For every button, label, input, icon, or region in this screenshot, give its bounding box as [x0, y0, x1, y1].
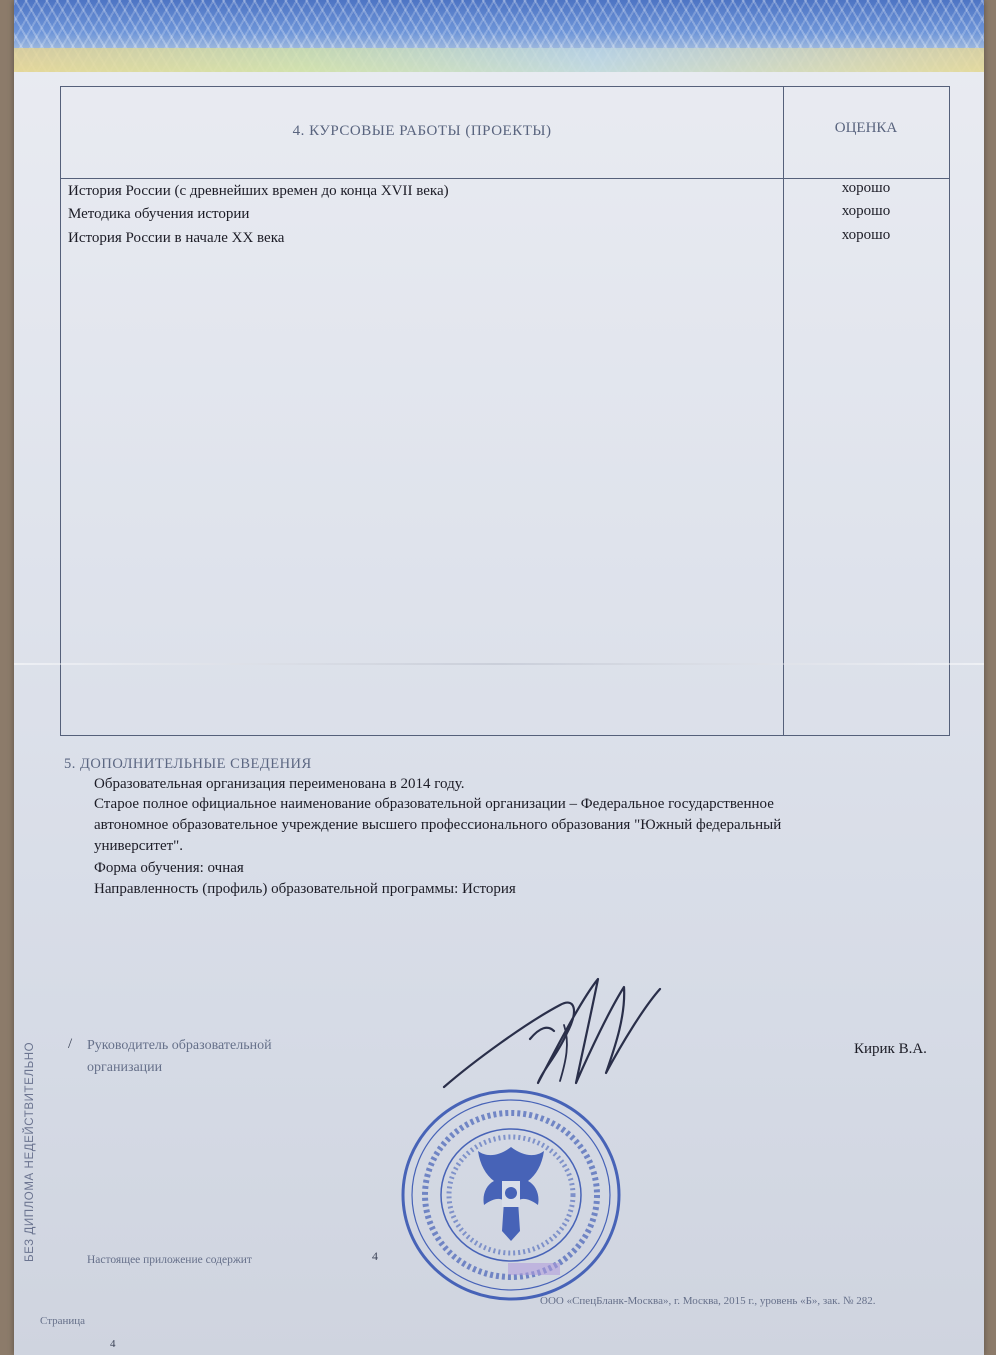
coursework-subject: Методика обучения истории	[68, 206, 250, 222]
table-header-divider	[61, 178, 949, 179]
table-row	[61, 227, 949, 253]
diploma-supplement-page	[14, 0, 984, 1355]
slash-mark: /	[68, 1036, 73, 1052]
decorative-banner-strip	[14, 48, 984, 72]
additional-info-line: автономное образовательное учреждение высшего профессионального образования "Южный федеральный	[94, 817, 782, 833]
head-label-line: организации	[87, 1060, 163, 1075]
additional-info-line: университет".	[94, 838, 184, 854]
head-label-line: Руководитель образовательной	[87, 1038, 272, 1053]
head-of-organization-label	[87, 1035, 272, 1079]
coursework-grade: хорошо	[841, 203, 891, 219]
coursework-grade: хорошо	[841, 227, 891, 243]
coursework-grade: хорошо	[841, 180, 891, 196]
official-seal-stamp	[398, 1085, 624, 1305]
page-count-label: Настоящее приложение содержит	[87, 1254, 252, 1266]
coursework-subject: История России в начале XX века	[68, 230, 285, 246]
coursework-subject: История России (с древнейших времен до конца XVII века)	[68, 183, 449, 199]
additional-info-line: Образовательная организация переименована в 2014 году.	[94, 776, 465, 792]
page-label: Страница	[40, 1315, 86, 1327]
additional-info-line: Старое полное официальное наименование образовательной организации – Федеральное государственное	[94, 796, 774, 812]
coursework-section-title: 4. КУРСОВЫЕ РАБОТЫ (ПРОЕКТЫ)	[292, 123, 552, 139]
page-number: 4	[110, 1338, 116, 1350]
grade-column-header: ОЦЕНКА	[834, 120, 898, 136]
coursework-table	[60, 86, 950, 736]
printer-imprint: ООО «СпецБланк-Москва», г. Москва, 2015 г., уровень «Б», зак. № 282.	[540, 1295, 876, 1307]
additional-info-section-title: 5. ДОПОЛНИТЕЛЬНЫЕ СВЕДЕНИЯ	[64, 756, 312, 772]
signer-name: Кирик В.А.	[854, 1041, 927, 1057]
additional-info-line: Форма обучения: очная	[94, 860, 244, 876]
page-count-value: 4	[372, 1249, 378, 1263]
additional-info-line: Направленность (профиль) образовательной программы: История	[94, 881, 516, 897]
validity-notice: БЕЗ ДИПЛОМА НЕДЕЙСТВИТЕЛЬНО	[24, 1041, 36, 1262]
handwritten-signature	[434, 965, 694, 1105]
paper-fold-line	[14, 663, 984, 665]
table-row	[61, 203, 949, 229]
